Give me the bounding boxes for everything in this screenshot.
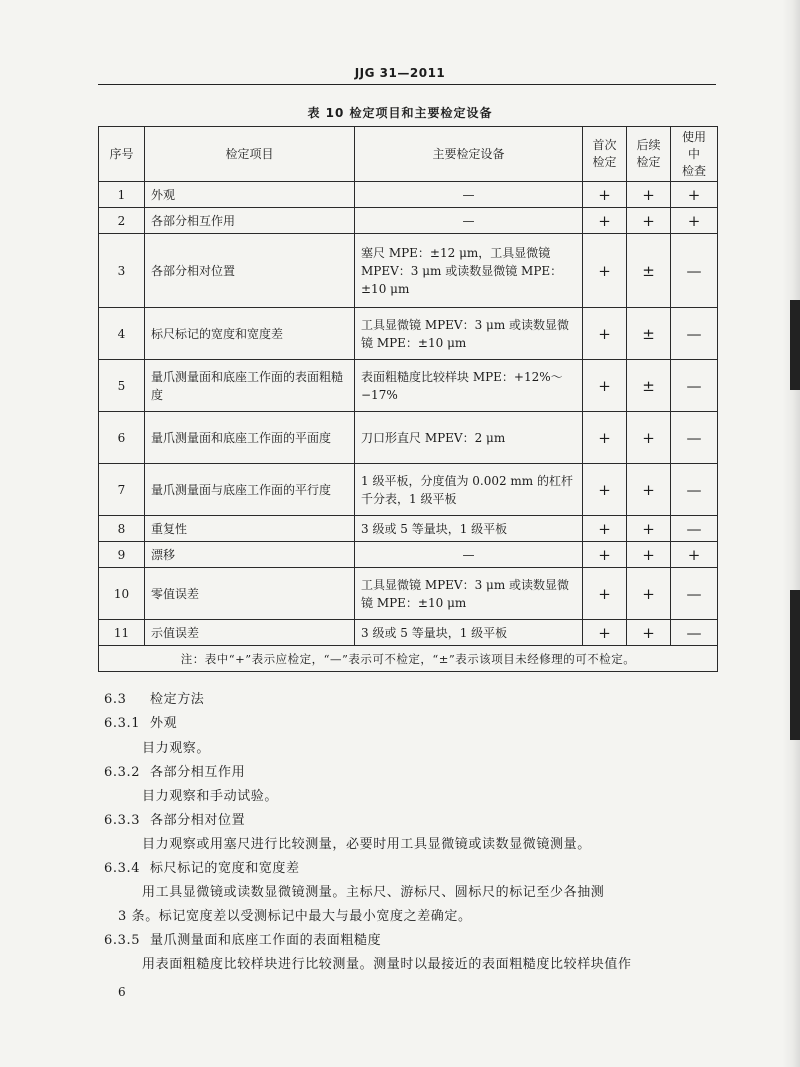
header-equipment: 主要检定设备 xyxy=(355,127,583,182)
row-initial: + xyxy=(583,308,627,360)
section-heading: 6.3.4 标尺标记的宽度和宽度差 xyxy=(104,861,300,876)
section-body: 3 条。标记宽度差以受测标记中最大与最小宽度之差确定。 xyxy=(118,909,472,924)
row-subsequent: + xyxy=(627,208,671,234)
row-subsequent: + xyxy=(627,464,671,516)
section-heading: 6.3.1 外观 xyxy=(104,716,178,731)
section-body: 用表面粗糙度比较样块进行比较测量。测量时以最接近的表面粗糙度比较样块值作 xyxy=(142,957,632,972)
row-initial: + xyxy=(583,412,627,464)
row-item: 量爪测量面和底座工作面的平面度 xyxy=(145,412,355,464)
row-number: 1 xyxy=(99,182,145,208)
table-note: 注：表中“+”表示应检定，“—”表示可不检定，“±”表示该项目未经修理的可不检定。 xyxy=(99,646,718,672)
row-item: 漂移 xyxy=(145,542,355,568)
row-initial: + xyxy=(583,620,627,646)
table-row xyxy=(99,568,718,620)
scan-edge-mark xyxy=(790,300,800,390)
row-initial: + xyxy=(583,360,627,412)
row-item: 量爪测量面与底座工作面的平行度 xyxy=(145,464,355,516)
table-row xyxy=(99,182,718,208)
table-row xyxy=(99,464,718,516)
header-subsequent: 后续 检定 xyxy=(627,127,671,182)
table-title: 表 10 检定项目和主要检定设备 xyxy=(307,106,493,120)
section-heading: 6.3 检定方法 xyxy=(104,692,205,707)
row-in-use: — xyxy=(671,620,718,646)
row-subsequent: + xyxy=(627,542,671,568)
row-initial: + xyxy=(583,542,627,568)
row-in-use: + xyxy=(671,542,718,568)
row-number: 3 xyxy=(99,234,145,308)
row-in-use: + xyxy=(671,182,718,208)
row-item: 重复性 xyxy=(145,516,355,542)
verification-items-table xyxy=(98,126,718,672)
row-number: 9 xyxy=(99,542,145,568)
row-initial: + xyxy=(583,208,627,234)
row-in-use: — xyxy=(671,360,718,412)
row-subsequent: + xyxy=(627,568,671,620)
row-item: 量爪测量面和底座工作面的表面粗糙度 xyxy=(145,360,355,412)
row-item: 零值误差 xyxy=(145,568,355,620)
row-equipment: — xyxy=(355,208,583,234)
header-item: 检定项目 xyxy=(145,127,355,182)
row-initial: + xyxy=(583,516,627,542)
table-row xyxy=(99,234,718,308)
row-equipment: 表面粗糙度比较样块 MPE：+12%～−17% xyxy=(355,360,583,412)
row-in-use: — xyxy=(671,464,718,516)
row-equipment: 塞尺 MPE：±12 μm，工具显微镜 MPEV：3 μm 或读数显微镜 MPE：±10 μm xyxy=(355,234,583,308)
section-heading: 6.3.3 各部分相对位置 xyxy=(104,813,246,828)
row-number: 2 xyxy=(99,208,145,234)
row-subsequent: ± xyxy=(627,360,671,412)
row-subsequent: ± xyxy=(627,234,671,308)
row-initial: + xyxy=(583,568,627,620)
table-row xyxy=(99,542,718,568)
row-equipment: 工具显微镜 MPEV：3 μm 或读数显微镜 MPE：±10 μm xyxy=(355,308,583,360)
row-initial: + xyxy=(583,234,627,308)
table-row xyxy=(99,516,718,542)
row-number: 10 xyxy=(99,568,145,620)
header-no: 序号 xyxy=(99,127,145,182)
row-equipment: 刀口形直尺 MPEV：2 μm xyxy=(355,412,583,464)
document-header-code: JJG 31—2011 xyxy=(354,66,446,80)
row-equipment: 工具显微镜 MPEV：3 μm 或读数显微镜 MPE：±10 μm xyxy=(355,568,583,620)
row-item: 标尺标记的宽度和宽度差 xyxy=(145,308,355,360)
header-in-use: 使用中 检查 xyxy=(671,127,718,182)
row-number: 11 xyxy=(99,620,145,646)
scan-edge-mark xyxy=(790,590,800,740)
section-body: 用工具显微镜或读数显微镜测量。主标尺、游标尺、圆标尺的标记至少各抽测 xyxy=(142,885,605,900)
table-row xyxy=(99,412,718,464)
section-heading: 6.3.5 量爪测量面和底座工作面的表面粗糙度 xyxy=(104,933,382,948)
section-body: 目力观察和手动试验。 xyxy=(142,789,279,804)
section-body: 目力观察。 xyxy=(142,741,211,756)
row-subsequent: + xyxy=(627,182,671,208)
table-row xyxy=(99,208,718,234)
row-in-use: — xyxy=(671,308,718,360)
row-item: 各部分相对位置 xyxy=(145,234,355,308)
page-edge-shadow xyxy=(782,0,800,1067)
row-number: 8 xyxy=(99,516,145,542)
row-item: 示值误差 xyxy=(145,620,355,646)
row-number: 6 xyxy=(99,412,145,464)
row-subsequent: ± xyxy=(627,308,671,360)
table-row xyxy=(99,360,718,412)
row-in-use: — xyxy=(671,516,718,542)
row-in-use: + xyxy=(671,208,718,234)
row-number: 5 xyxy=(99,360,145,412)
row-subsequent: + xyxy=(627,412,671,464)
table-row xyxy=(99,308,718,360)
row-number: 4 xyxy=(99,308,145,360)
header-rule xyxy=(98,84,716,85)
row-equipment: 1 级平板，分度值为 0.002 mm 的杠杆千分表，1 级平板 xyxy=(355,464,583,516)
row-equipment: — xyxy=(355,542,583,568)
row-equipment: 3 级或 5 等量块，1 级平板 xyxy=(355,516,583,542)
row-initial: + xyxy=(583,464,627,516)
page-number: 6 xyxy=(118,985,126,999)
row-subsequent: + xyxy=(627,516,671,542)
row-item: 各部分相互作用 xyxy=(145,208,355,234)
table-row xyxy=(99,620,718,646)
row-number: 7 xyxy=(99,464,145,516)
row-subsequent: + xyxy=(627,620,671,646)
row-in-use: — xyxy=(671,568,718,620)
row-equipment: 3 级或 5 等量块，1 级平板 xyxy=(355,620,583,646)
header-initial: 首次 检定 xyxy=(583,127,627,182)
row-item: 外观 xyxy=(145,182,355,208)
row-initial: + xyxy=(583,182,627,208)
section-heading: 6.3.2 各部分相互作用 xyxy=(104,765,246,780)
row-equipment: — xyxy=(355,182,583,208)
row-in-use: — xyxy=(671,412,718,464)
row-in-use: — xyxy=(671,234,718,308)
section-body: 目力观察或用塞尺进行比较测量，必要时用工具显微镜或读数显微镜测量。 xyxy=(142,837,591,852)
